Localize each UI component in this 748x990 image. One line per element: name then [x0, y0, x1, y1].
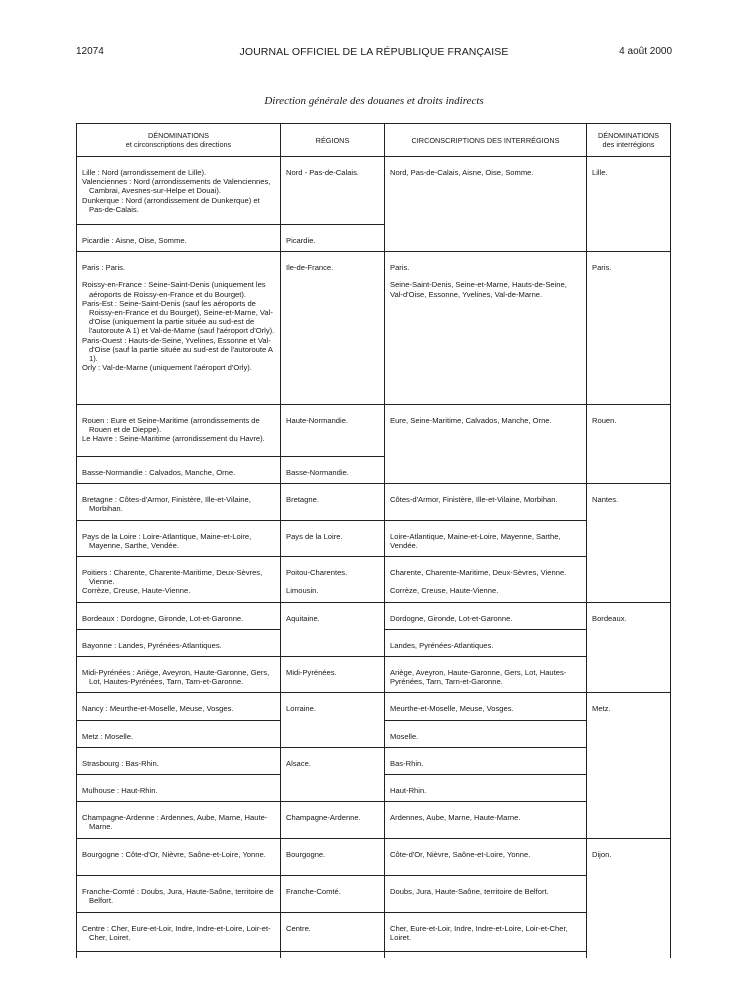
direction-entry: Dunkerque : Nord (arrondissement de Dunkerque) et Pas-de-Calais.	[82, 195, 260, 214]
direction-entry: Champagne-Ardenne : Ardennes, Aube, Marne, Haute-Marne.	[82, 813, 268, 832]
col-header-interregions	[587, 124, 671, 157]
direction-cell	[77, 252, 281, 279]
region-cell	[281, 252, 385, 405]
table-continuation-row	[77, 951, 671, 958]
region-text: Champagne-Ardenne.	[286, 813, 361, 823]
direction-cell	[77, 484, 281, 520]
directions-table	[76, 123, 671, 958]
circonscription-cell	[385, 720, 587, 747]
interregion-cell	[587, 157, 671, 252]
direction-entry: Picardie : Aisne, Oise, Somme.	[82, 236, 187, 245]
region-cell	[281, 747, 385, 801]
table-row	[77, 838, 671, 875]
circonscription-text: Cher, Eure-et-Loir, Indre, Indre-et-Loire, Loir-et-Cher, Loiret.	[390, 923, 568, 942]
region-cell	[281, 693, 385, 747]
direction-cell	[77, 520, 281, 556]
col-header-denominations-title: DÉNOMINATIONS	[147, 131, 210, 140]
circonscription-cell	[385, 875, 587, 912]
direction-cell	[77, 157, 281, 225]
circonscription-cell	[385, 556, 587, 602]
direction-cell	[77, 912, 281, 951]
col-header-regions: RÉGIONS	[281, 124, 385, 157]
circonscription-cell	[385, 520, 587, 556]
table-header-row	[77, 124, 671, 157]
region-cell	[281, 456, 385, 483]
direction-entry: Corrèze, Creuse, Haute-Vienne.	[82, 586, 191, 596]
direction-cell	[77, 875, 281, 912]
region-cell	[281, 802, 385, 838]
table-row	[77, 656, 671, 692]
circonscription-cell	[385, 838, 587, 875]
col-header-circonscriptions: CIRCONSCRIPTIONS DES INTERRÉGIONS	[385, 124, 587, 157]
interregion-text: Lille.	[592, 168, 608, 177]
direction-entry: Bordeaux : Dordogne, Gironde, Lot-et-Garonne.	[82, 613, 244, 623]
interregion-cell	[587, 602, 671, 693]
region-text: Bourgogne.	[286, 849, 326, 859]
table-row	[77, 693, 671, 720]
circonscription-cell	[385, 802, 587, 838]
continuation-cell	[385, 951, 587, 958]
direction-entry: Bretagne : Côtes-d'Armor, Finistère, Ille-et-Vilaine, Morbihan.	[82, 495, 251, 514]
direction-cell	[77, 747, 281, 774]
region-cell	[281, 157, 385, 225]
circonscription-text: Côtes-d'Armor, Finistère, Ille-et-Vilaine, Morbihan.	[390, 495, 558, 505]
interregion-cell	[587, 484, 671, 602]
circonscription-text: Dordogne, Gironde, Lot-et-Garonne.	[390, 613, 513, 623]
direction-entry: Poitiers : Charente, Charente-Maritime, Deux-Sèvres, Vienne.	[82, 567, 263, 587]
region-text: Midi-Pyrénées.	[286, 667, 337, 677]
table-row	[77, 157, 671, 225]
region-cell	[281, 838, 385, 875]
interregion-text: Dijon.	[592, 849, 612, 859]
interregion-text: Paris.	[592, 263, 612, 273]
region-text: Limousin.	[286, 585, 319, 595]
circonscription-cell	[385, 774, 587, 801]
table-row	[77, 252, 671, 279]
direction-entry: Paris-Ouest : Hauts-de-Seine, Yvelines, Essonne et Val-d'Oise (sauf la partie située au sud-est de l'autoroute A 1).	[82, 335, 273, 364]
journal-title: JOURNAL OFFICIEL DE LA RÉPUBLIQUE FRANÇAISE	[239, 46, 509, 58]
interregion-text: Bordeaux.	[592, 613, 627, 623]
direction-entry: Le Havre : Seine-Maritime (arrondissement du Havre).	[82, 434, 265, 444]
direction-entry: Bourgogne : Côte-d'Or, Nièvre, Saône-et-Loire, Yonne.	[82, 849, 266, 859]
interregion-cell	[587, 838, 671, 958]
interregion-text: Rouen.	[592, 415, 617, 425]
interregion-text: Nantes.	[592, 495, 619, 505]
region-text: Centre.	[286, 923, 311, 933]
circonscription-text: Seine-Saint-Denis, Seine-et-Marne, Hauts-de-Seine, Val-d'Oise, Essonne, Yvelines, Val-de-Marne.	[390, 280, 567, 299]
direction-entry: Centre : Cher, Eure-et-Loir, Indre, Indre-et-Loire, Loir-et-Cher, Loiret.	[82, 923, 271, 942]
direction-entry: Strasbourg : Bas-Rhin.	[82, 758, 159, 768]
direction-entry: Metz : Moselle.	[82, 731, 134, 741]
region-text: Franche-Comté.	[286, 886, 341, 896]
table-row	[77, 912, 671, 951]
direction-entry: Paris : Paris.	[82, 263, 126, 273]
circonscription-text: Charente, Charente-Maritime, Deux-Sèvres, Vienne.	[390, 567, 567, 577]
region-cell	[281, 912, 385, 951]
circonscription-text: Eure, Seine-Maritime, Calvados, Manche, Orne.	[390, 415, 552, 425]
direction-cell	[77, 629, 281, 656]
direction-entry: Pays de la Loire : Loire-Atlantique, Maine-et-Loire, Mayenne, Sarthe, Vendée.	[82, 531, 252, 550]
region-cell	[281, 225, 385, 252]
interregion-cell	[587, 252, 671, 405]
circonscription-text: Côte-d'Or, Nièvre, Saône-et-Loire, Yonne.	[390, 849, 531, 859]
continuation-cell	[281, 951, 385, 958]
table-row	[77, 875, 671, 912]
direction-entry: Lille : Nord (arrondissement de Lille).	[82, 168, 207, 177]
circonscription-cell	[385, 484, 587, 520]
region-cell	[281, 656, 385, 692]
region-cell	[281, 404, 385, 456]
interregion-cell	[587, 404, 671, 483]
col-header-interregions-title: DÉNOMINATIONS	[597, 131, 660, 140]
circonscription-cell	[385, 656, 587, 692]
circonscription-cell	[385, 602, 587, 629]
region-text: Alsace.	[286, 758, 311, 768]
circonscription-cell	[385, 252, 587, 279]
direction-entry: Midi-Pyrénées : Ariège, Aveyron, Haute-Garonne, Gers, Lot, Hautes-Pyrénées, Tarn, Tarn-et-Garonne.	[82, 667, 270, 687]
table-row	[77, 484, 671, 520]
table-row	[77, 404, 671, 456]
circonscription-text: Meurthe-et-Moselle, Meuse, Vosges.	[390, 704, 514, 714]
interregion-text: Metz.	[592, 704, 611, 714]
direction-entry: Paris-Est : Seine-Saint-Denis (sauf les aéroports de Roissy-en-France et du Bourget), Seine-et-Marne, Val-d'Oise (uniquement la partie située au sud-est de l'autoroute A 1) et Val-de-Marne (sauf l'aéroport d'Orly).	[82, 298, 275, 336]
region-text: Bretagne.	[286, 495, 319, 505]
circonscription-text: Bas-Rhin.	[390, 758, 424, 768]
continuation-cell	[77, 951, 281, 958]
direction-cell	[77, 602, 281, 629]
region-text: Pays de la Loire.	[286, 531, 343, 541]
region-cell	[281, 602, 385, 656]
direction-cell	[77, 656, 281, 692]
direction-cell	[77, 404, 281, 456]
direction-entry: Orly : Val-de-Marne (uniquement l'aéroport d'Orly).	[82, 363, 252, 373]
circonscription-text: Doubs, Jura, Haute-Saône, territoire de Belfort.	[390, 886, 549, 896]
region-cell	[281, 484, 385, 520]
direction-entry: Valenciennes : Nord (arrondissements de Valenciennes, Cambrai, Avesnes-sur-Helpe et Douai).	[82, 177, 271, 196]
circonscription-cell	[385, 278, 587, 404]
circonscription-cell	[385, 693, 587, 720]
circonscription-text: Loire-Atlantique, Maine-et-Loire, Mayenne, Sarthe, Vendée.	[390, 531, 561, 550]
circonscription-cell	[385, 629, 587, 656]
circonscription-text: Corrèze, Creuse, Haute-Vienne.	[390, 585, 499, 595]
circonscription-text: Paris.	[390, 263, 410, 273]
col-header-interregions-sub: des interrégions	[602, 140, 655, 149]
circonscription-text: Ariège, Aveyron, Haute-Garonne, Gers, Lot, Hautes-Pyrénées, Tarn, Tarn-et-Garonne.	[390, 667, 567, 687]
region-cell	[281, 556, 385, 602]
circonscription-text: Moselle.	[390, 731, 419, 741]
direction-entry: Roissy-en-France : Seine-Saint-Denis (uniquement les aéroports de Roissy-en-France et du Bourget).	[82, 280, 266, 299]
region-text: Lorraine.	[286, 704, 316, 714]
region-text: Haute-Normandie.	[286, 415, 349, 425]
region-text: Ile-de-France.	[286, 263, 334, 273]
circonscription-text: Nord, Pas-de-Calais, Aisne, Oise, Somme.	[390, 168, 534, 177]
direction-cell	[77, 693, 281, 720]
region-text: Picardie.	[286, 236, 316, 245]
circonscription-cell	[385, 404, 587, 483]
direction-cell	[77, 838, 281, 875]
direction-cell	[77, 802, 281, 838]
interregion-cell	[587, 693, 671, 838]
circonscription-text: Haut-Rhin.	[390, 785, 427, 795]
table-row	[77, 802, 671, 838]
page-number: 12074	[76, 46, 104, 57]
direction-entry: Franche-Comté : Doubs, Jura, Haute-Saône, territoire de Belfort.	[82, 886, 274, 905]
direction-cell	[77, 720, 281, 747]
circonscription-cell	[385, 747, 587, 774]
direction-entry: Bayonne : Landes, Pyrénées-Atlantiques.	[82, 640, 222, 650]
circonscription-cell	[385, 912, 587, 951]
circonscription-text: Ardennes, Aube, Marne, Haute-Marne.	[390, 813, 521, 823]
circonscription-cell	[385, 157, 587, 252]
circonscription-text: Landes, Pyrénées-Atlantiques.	[390, 640, 494, 650]
section-subtitle: Direction générale des douanes et droits indirects	[264, 95, 484, 107]
region-text: Poitou-Charentes.	[286, 567, 348, 577]
direction-entry: Basse-Normandie : Calvados, Manche, Orne.	[82, 467, 236, 477]
table-row	[77, 556, 671, 602]
direction-cell	[77, 774, 281, 801]
direction-cell	[77, 278, 281, 404]
col-header-denominations	[77, 124, 281, 157]
direction-entry: Mulhouse : Haut-Rhin.	[82, 785, 158, 795]
table-row	[77, 520, 671, 556]
direction-entry: Rouen : Eure et Seine-Maritime (arrondissements de Rouen et de Dieppe).	[82, 415, 260, 435]
region-cell	[281, 875, 385, 912]
col-header-denominations-sub: et circonscriptions des directions	[125, 140, 232, 149]
direction-cell	[77, 225, 281, 252]
region-text: Nord - Pas-de-Calais.	[286, 168, 360, 177]
region-text: Basse-Normandie.	[286, 467, 349, 477]
direction-cell	[77, 456, 281, 483]
direction-cell	[77, 556, 281, 602]
region-cell	[281, 520, 385, 556]
direction-entry: Nancy : Meurthe-et-Moselle, Meuse, Vosges.	[82, 704, 234, 714]
region-text: Aquitaine.	[286, 613, 320, 623]
table-row	[77, 602, 671, 629]
publication-date: 4 août 2000	[619, 46, 672, 57]
table-row	[77, 747, 671, 774]
